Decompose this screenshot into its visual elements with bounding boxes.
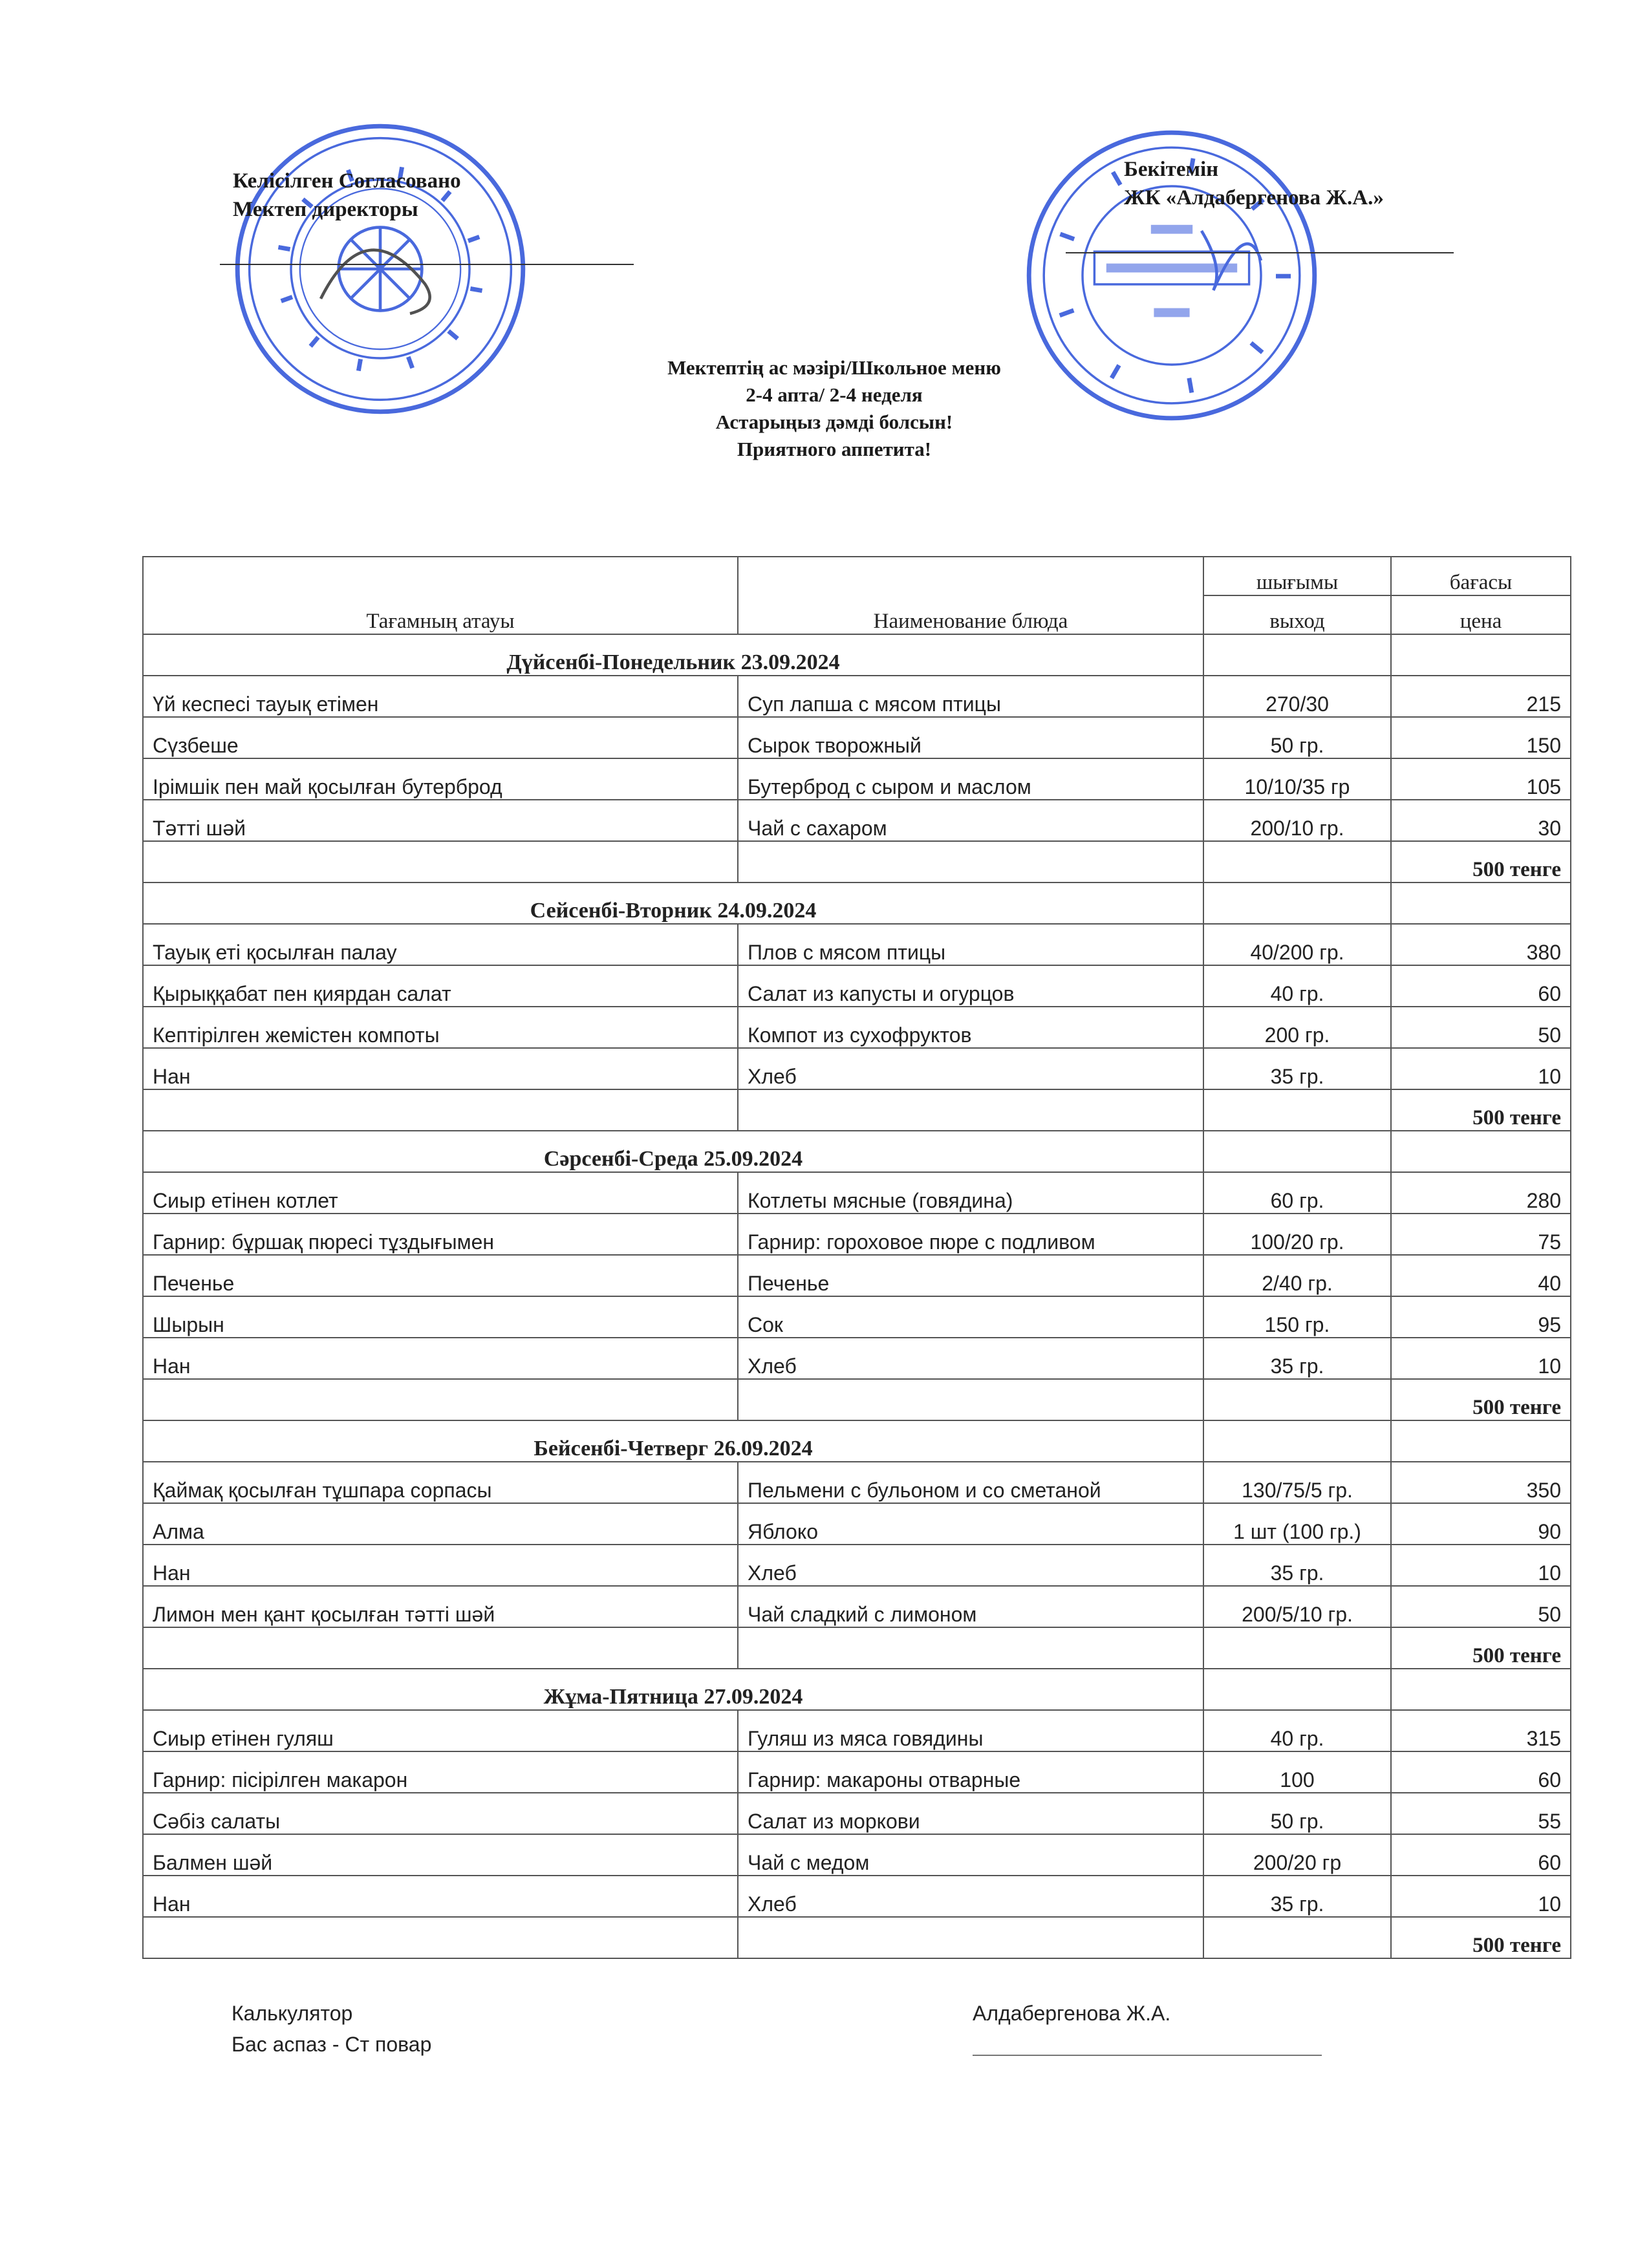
day-header-row — [143, 634, 1571, 676]
day-total: 500 тенге — [1391, 1627, 1571, 1669]
dish-ru: Пельмени с бульоном и со сметаной — [738, 1462, 1203, 1503]
table-row — [143, 1751, 1571, 1793]
dish-ru: Салат из капусты и огурцов — [738, 965, 1203, 1007]
dish-price: 50 — [1391, 1586, 1571, 1627]
dish-price: 10 — [1391, 1545, 1571, 1586]
table-row — [143, 1214, 1571, 1255]
footer-calculator-label: Калькулятор — [232, 2002, 353, 2025]
dish-kz: Нан — [143, 1338, 738, 1379]
day-total: 500 тенге — [1391, 1379, 1571, 1420]
dish-ru: Гуляш из мяса говядины — [738, 1710, 1203, 1751]
dish-kz: Сиыр етінен котлет — [143, 1172, 738, 1214]
table-row — [143, 1586, 1571, 1627]
day-header-row — [143, 1131, 1571, 1172]
table-row — [143, 1710, 1571, 1751]
table-row — [143, 1172, 1571, 1214]
dish-output: 200 гр. — [1203, 1007, 1391, 1048]
total-row — [143, 1089, 1571, 1131]
dish-ru: Гарнир: макароны отварные — [738, 1751, 1203, 1793]
day-total: 500 тенге — [1391, 1917, 1571, 1958]
dish-output: 1 шт (100 гр.) — [1203, 1503, 1391, 1545]
approval-left-line2: Мектеп директоры — [233, 198, 418, 221]
dish-price: 95 — [1391, 1296, 1571, 1338]
title-line1: Мектептің ас мәзірі/Школьное меню — [667, 356, 1001, 379]
dish-ru: Гарнир: гороховое пюре с подливом — [738, 1214, 1203, 1255]
dish-output: 2/40 гр. — [1203, 1255, 1391, 1296]
dish-price: 50 — [1391, 1007, 1571, 1048]
total-row — [143, 841, 1571, 883]
dish-output: 50 гр. — [1203, 717, 1391, 758]
dish-price: 90 — [1391, 1503, 1571, 1545]
dish-output: 35 гр. — [1203, 1876, 1391, 1917]
approval-right — [1124, 155, 1512, 253]
dish-kz: Нан — [143, 1048, 738, 1089]
table-row — [143, 965, 1571, 1007]
dish-price: 10 — [1391, 1048, 1571, 1089]
dish-kz: Печенье — [143, 1255, 738, 1296]
dish-price: 280 — [1391, 1172, 1571, 1214]
title-line3: Астарыңыз дәмді болсын! — [715, 411, 953, 433]
table-row — [143, 758, 1571, 800]
dish-price: 315 — [1391, 1710, 1571, 1751]
footer-chef-label: Бас аспаз - Ст повар — [232, 2033, 432, 2056]
title-line2: 2-4 апта/ 2-4 неделя — [746, 383, 923, 406]
day-header-row — [143, 1669, 1571, 1710]
table-row — [143, 1834, 1571, 1876]
dish-output: 40/200 гр. — [1203, 924, 1391, 965]
header-output-ru: выход — [1203, 595, 1391, 634]
dish-output: 200/20 гр — [1203, 1834, 1391, 1876]
dish-price: 30 — [1391, 800, 1571, 841]
approval-right-line2: ЖК «Алдабергенова Ж.А.» — [1124, 186, 1384, 209]
day-total: 500 тенге — [1391, 841, 1571, 883]
day-total: 500 тенге — [1391, 1089, 1571, 1131]
header-output-kz: шығымы — [1203, 557, 1391, 595]
day-title: Сейсенбі-Вторник 24.09.2024 — [143, 883, 1203, 924]
signature-line-right — [1066, 252, 1454, 253]
day-title: Дүйсенбі-Понедельник 23.09.2024 — [143, 634, 1203, 676]
approval-right-line1: Бекітемін — [1124, 158, 1219, 181]
dish-kz: Гарнир: пісірілген макарон — [143, 1751, 738, 1793]
day-title: Сәрсенбі-Среда 25.09.2024 — [143, 1131, 1203, 1172]
table-row — [143, 1338, 1571, 1379]
dish-output: 200/10 гр. — [1203, 800, 1391, 841]
dish-output: 10/10/35 гр — [1203, 758, 1391, 800]
total-row — [143, 1917, 1571, 1958]
dish-price: 75 — [1391, 1214, 1571, 1255]
dish-kz: Нан — [143, 1876, 738, 1917]
dish-ru: Хлеб — [738, 1048, 1203, 1089]
dish-ru: Сырок творожный — [738, 717, 1203, 758]
dish-output: 200/5/10 гр. — [1203, 1586, 1391, 1627]
header-dish-ru: Наименование блюда — [738, 557, 1203, 634]
dish-output: 270/30 — [1203, 676, 1391, 717]
dish-kz: Қаймақ қосылған тұшпара сорпасы — [143, 1462, 738, 1503]
day-header-row — [143, 1420, 1571, 1462]
dish-output: 50 гр. — [1203, 1793, 1391, 1834]
dish-kz: Лимон мен қант қосылған тәтті шәй — [143, 1586, 738, 1627]
dish-output: 40 гр. — [1203, 965, 1391, 1007]
dish-ru: Яблоко — [738, 1503, 1203, 1545]
approval-left-line1: Келісілген Согласовано — [233, 169, 461, 193]
dish-kz: Нан — [143, 1545, 738, 1586]
total-row — [143, 1627, 1571, 1669]
dish-output: 100 — [1203, 1751, 1391, 1793]
dish-price: 105 — [1391, 758, 1571, 800]
table-row — [143, 1462, 1571, 1503]
dish-price: 350 — [1391, 1462, 1571, 1503]
dish-price: 55 — [1391, 1793, 1571, 1834]
table-row — [143, 800, 1571, 841]
approval-left — [233, 167, 647, 265]
signature-line-left — [220, 264, 634, 265]
table-row — [143, 1296, 1571, 1338]
dish-output: 100/20 гр. — [1203, 1214, 1391, 1255]
dish-ru: Плов с мясом птицы — [738, 924, 1203, 965]
dish-kz: Сәбіз салаты — [143, 1793, 738, 1834]
table-row — [143, 1007, 1571, 1048]
dish-output: 35 гр. — [1203, 1338, 1391, 1379]
total-row — [143, 1379, 1571, 1420]
table-row — [143, 1876, 1571, 1917]
dish-ru: Сок — [738, 1296, 1203, 1338]
table-header-row — [143, 557, 1571, 595]
table-row — [143, 1503, 1571, 1545]
dish-output: 35 гр. — [1203, 1048, 1391, 1089]
dish-ru: Бутерброд с сыром и маслом — [738, 758, 1203, 800]
day-header-row — [143, 883, 1571, 924]
table-row — [143, 924, 1571, 965]
dish-price: 60 — [1391, 1834, 1571, 1876]
dish-kz: Шырын — [143, 1296, 738, 1338]
header-dish-kz: Тағамның атауы — [143, 557, 738, 634]
menu-table — [142, 556, 1571, 1959]
table-row — [143, 1048, 1571, 1089]
dish-output: 130/75/5 гр. — [1203, 1462, 1391, 1503]
table-row — [143, 1545, 1571, 1586]
dish-ru: Суп лапша с мясом птицы — [738, 676, 1203, 717]
dish-ru: Чай сладкий с лимоном — [738, 1586, 1203, 1627]
dish-price: 150 — [1391, 717, 1571, 758]
header-price-kz: бағасы — [1391, 557, 1571, 595]
dish-ru: Хлеб — [738, 1338, 1203, 1379]
dish-kz: Сиыр етінен гуляш — [143, 1710, 738, 1751]
dish-kz: Ірімшік пен май қосылған бутерброд — [143, 758, 738, 800]
dish-price: 60 — [1391, 1751, 1571, 1793]
dish-ru: Котлеты мясные (говядина) — [738, 1172, 1203, 1214]
header-price-ru: цена — [1391, 595, 1571, 634]
dish-price: 60 — [1391, 965, 1571, 1007]
footer-signature-line — [973, 2055, 1322, 2056]
dish-output: 35 гр. — [1203, 1545, 1391, 1586]
dish-ru: Компот из сухофруктов — [738, 1007, 1203, 1048]
table-row — [143, 1793, 1571, 1834]
dish-kz: Үй кеспесі тауық етімен — [143, 676, 738, 717]
table-row — [143, 717, 1571, 758]
dish-output: 40 гр. — [1203, 1710, 1391, 1751]
dish-kz: Тәтті шәй — [143, 800, 738, 841]
dish-output: 60 гр. — [1203, 1172, 1391, 1214]
footer-right — [973, 1998, 1328, 2056]
dish-output: 150 гр. — [1203, 1296, 1391, 1338]
table-row — [143, 676, 1571, 717]
footer-left — [232, 1998, 431, 2060]
dish-price: 380 — [1391, 924, 1571, 965]
dish-kz: Сүзбеше — [143, 717, 738, 758]
dish-price: 10 — [1391, 1876, 1571, 1917]
footer-signer-name: Алдабергенова Ж.А. — [973, 2002, 1171, 2025]
dish-ru: Хлеб — [738, 1545, 1203, 1586]
dish-ru: Чай с сахаром — [738, 800, 1203, 841]
dish-kz: Қырыққабат пен қиярдан салат — [143, 965, 738, 1007]
dish-price: 10 — [1391, 1338, 1571, 1379]
dish-price: 215 — [1391, 676, 1571, 717]
menu-title-block — [453, 354, 1216, 463]
dish-kz: Гарнир: бұршақ пюресі тұздығымен — [143, 1214, 738, 1255]
day-title: Жұма-Пятница 27.09.2024 — [143, 1669, 1203, 1710]
dish-kz: Алма — [143, 1503, 738, 1545]
dish-ru: Хлеб — [738, 1876, 1203, 1917]
table-row — [143, 1255, 1571, 1296]
dish-kz: Балмен шәй — [143, 1834, 738, 1876]
dish-price: 40 — [1391, 1255, 1571, 1296]
day-title: Бейсенбі-Четверг 26.09.2024 — [143, 1420, 1203, 1462]
dish-ru: Печенье — [738, 1255, 1203, 1296]
dish-ru: Салат из моркови — [738, 1793, 1203, 1834]
dish-ru: Чай с медом — [738, 1834, 1203, 1876]
dish-kz: Кептірілген жемістен компоты — [143, 1007, 738, 1048]
title-line4: Приятного аппетита! — [737, 438, 932, 460]
dish-kz: Тауық еті қосылған палау — [143, 924, 738, 965]
